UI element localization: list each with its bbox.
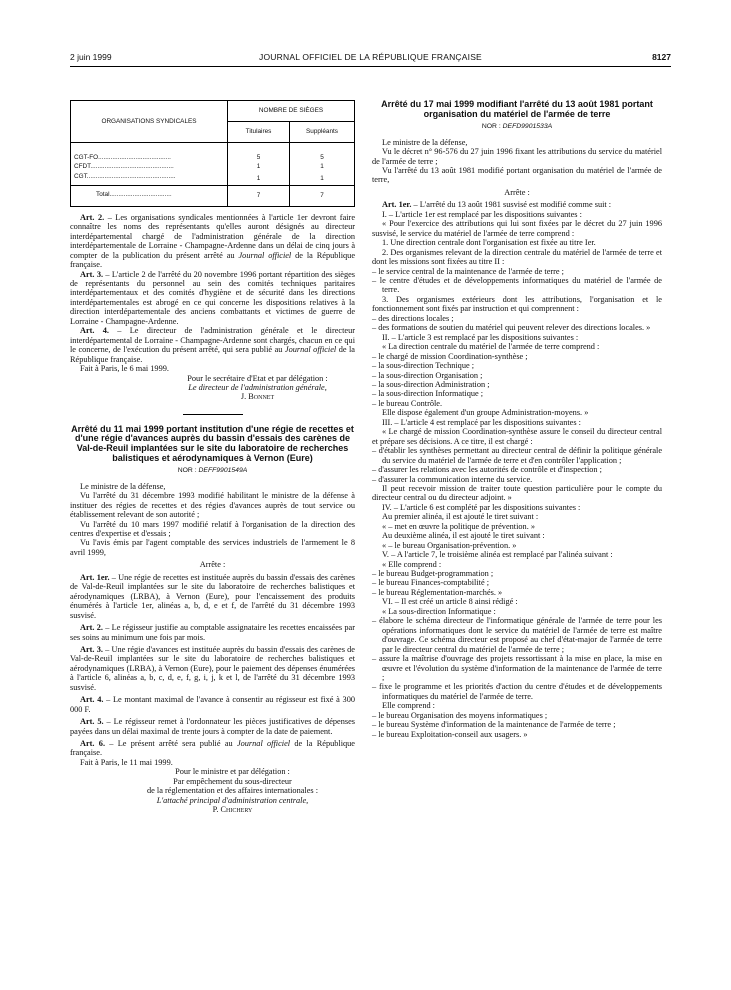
- header-journal-title: JOURNAL OFFICIEL DE LA RÉPUBLIQUE FRANÇAISE: [259, 52, 482, 62]
- row-org-name: CFDT: [74, 163, 91, 171]
- list-item: – des formations de soutien du matériel qui peuvent relever des directions locales. »: [372, 323, 651, 333]
- total-suppleants: 7: [290, 186, 355, 206]
- signature-line: de la réglementation et des affaires internationales :: [146, 786, 318, 796]
- row-suppleants: 5: [290, 143, 355, 163]
- signature-date: Fait à Paris, le 11 mai 1999.: [80, 757, 173, 767]
- header-date: 2 juin 1999: [70, 52, 112, 62]
- table-row: CFDT............................................... 1 1: [71, 162, 355, 171]
- signature-date: Fait à Paris, le 6 mai 1999.: [80, 364, 169, 374]
- article-1: Art. 1er. – L'arrêté du 13 août 1981 susvisé est modifié comme suit :: [382, 200, 612, 210]
- list-item: – assure la maîtrise d'ouvrage des projets ressortissant à la mise en place, la mise en œuvre et l'évolution du système d'information de la maintenance de l'armée de terre ;: [372, 654, 662, 683]
- article-5: Art. 5. – Le régisseur remet à l'ordonnateur les pièces justificatives de dépenses payées dans un délai maximal de trente jours à compter de la date de paiement.: [70, 717, 355, 736]
- article-1: Art. 1er. – Une régie de recettes est instituée auprès du bassin d'essais des carènes de Val-de-Reuil implantées sur le site du laboratoire de recherches balistiques et aérodynamiques (LRBA), à Vernon (Eure), pour l'encaissement des produits énumérés à l'article 1er, alinéas a, b, d, e et f, de l'arrêté du 31 décembre 1993 susvisé.: [70, 572, 355, 620]
- table-header-titulaires: Titulaires: [228, 122, 290, 143]
- table-total-row: Total................................... 7 7: [71, 186, 355, 206]
- paragraph: « La sous-direction Informatique :: [382, 606, 496, 616]
- list-item: – le bureau Organisation des moyens informatiques ;: [372, 710, 548, 720]
- signature-delegation: Pour le secrétaire d'Etat et par délégation :: [187, 373, 328, 383]
- table-header-seats: NOMBRE DE SIÈGES: [228, 101, 355, 122]
- list-item: – le bureau Réglementation-marchés. »: [372, 587, 503, 597]
- signature-delegation: Pour le ministre et par délégation :: [175, 767, 290, 777]
- paragraph: Au premier alinéa, il est ajouté le tiret suivant :: [382, 512, 539, 522]
- paragraph: II. – L'article 3 est remplacé par les dispositions suivantes :: [382, 332, 579, 342]
- list-item: – le bureau Budget-programmation ;: [372, 569, 494, 579]
- paragraph: I. – L'article 1er est remplacé par les dispositions suivantes :: [382, 209, 582, 219]
- row-titulaires: 1: [228, 172, 290, 186]
- decree-title: Arrêté du 17 mai 1999 modifiant l'arrêté du 13 août 1981 portant organisation du matériel de l'armée de terre: [381, 99, 653, 119]
- paragraph: « Pour l'exercice des attributions qui lui sont fixées par le décret du 27 juin 1996 susvisé, le service du matériel de l'armée de terre comprend :: [372, 219, 662, 238]
- paragraph: IV. – L'article 6 est complété par les dispositions suivantes :: [382, 502, 581, 512]
- row-titulaires: 5: [228, 143, 290, 163]
- paragraph: Elle dispose également d'un groupe Administration-moyens. »: [382, 408, 589, 418]
- section-divider: [183, 414, 243, 415]
- article-2: Art. 2. – Les organisations syndicales mentionnées à l'article 1er devront faire connaître les noms des représentants qu'elles auront désignés au directeur interdépartemental chargé de l'administration générale de la direction interdépartementale de Lorraine - Champagne-Ardenne dans un délai de cinq jours à compter de la publication du présent arrêté au Journal officiel de la République française.: [70, 212, 355, 270]
- list-item: – la sous-direction Informatique ;: [372, 389, 484, 399]
- paragraph: Au deuxième alinéa, il est ajouté le tiret suivant :: [382, 531, 545, 541]
- left-column: [70, 100, 355, 815]
- paragraph: 1. Une direction centrale dont l'organisation est fixée au titre Ier.: [382, 238, 596, 248]
- list-item: – le bureau Exploitation-conseil aux usagers. »: [372, 729, 528, 739]
- total-titulaires: 7: [228, 186, 290, 206]
- minister-line: Le ministre de la défense,: [80, 481, 166, 491]
- signature-name: J. Bonnet: [240, 392, 275, 402]
- table-row: CGT.................................................. 1 1: [71, 172, 355, 186]
- table-header-organisations: ORGANISATIONS SYNDICALES: [71, 101, 228, 143]
- row-org-name: CGT-FO: [74, 154, 99, 161]
- list-item: – la sous-direction Technique ;: [372, 361, 475, 371]
- article-4: Art. 4. – Le montant maximal de l'avance à consentir au régisseur est fixé à 300 000 F.: [70, 695, 355, 714]
- row-suppleants: 1: [290, 162, 355, 171]
- seats-table: [70, 100, 355, 207]
- list-item: – le chargé de mission Coordination-synthèse ;: [372, 351, 528, 361]
- list-item: – le bureau Finances-comptabilité ;: [372, 578, 490, 588]
- row-org-name: CGT: [74, 172, 87, 180]
- header-rule: [70, 66, 671, 67]
- paragraph: Il peut recevoir mission de traiter toute question particulière pour le compte du directeur central ou du directeur adjoint. »: [372, 483, 662, 503]
- paragraph: VI. – Il est créé un article 8 ainsi rédigé :: [382, 597, 518, 607]
- paragraph: « – met en œuvre la politique de prévention. »: [382, 521, 535, 531]
- list-item: – le service central de la maintenance de l'armée de terre ;: [372, 266, 564, 276]
- paragraph: « Le chargé de mission Coordination-synthèse assure le conseil du directeur central et prépare ses décisions. A ce titre, il est chargé :: [372, 427, 662, 446]
- visa: Vu l'avis émis par l'agent comptable des services industriels de l'armement le 8 avril 1999,: [70, 538, 355, 557]
- arrete-heading: Arrête :: [199, 560, 226, 570]
- paragraph: V. – A l'article 7, le troisième alinéa est remplacé par l'alinéa suivant :: [382, 550, 613, 560]
- article-2: Art. 2. – Le régisseur justifie au comptable assignataire les recettes encaissées par ses soins au minimum une fois par mois.: [70, 623, 355, 642]
- article-6: Art. 6. – Le présent arrêté sera publié au Journal officiel de la République française.: [70, 739, 355, 758]
- row-titulaires: 1: [228, 162, 290, 171]
- list-item: – d'assurer la communication interne du service.: [372, 474, 533, 484]
- visa: Vu l'arrêté du 31 décembre 1993 modifié habilitant le ministre de la défense à instituer des régies de recettes et des régies d'avances auprès de tout service ou établissement relevant de son autorité ;: [70, 491, 355, 520]
- article-3: Art. 3. – Une régie d'avances est instituée auprès du bassin d'essais des carènes de Val-de-Reuil implantées sur le site du laboratoire de recherches balistiques et aérodynamiques (LRBA), à Vernon (Eure), pour le paiement des dépenses énumérées à l'article 6, alinéas a, b, c, d, e, f, g, i, j, k et l, de l'arrêté du 31 décembre 1993 susvisé.: [70, 644, 355, 692]
- article-4: Art. 4. – Le directeur de l'administration générale et le directeur interdépartemental de Lorraine - Champagne-Ardenne sont chargés, chacun en ce qui le concerne, de l'exécution du présent arrêté, qui sera publié au Journal officiel de la République française.: [70, 326, 355, 364]
- signature-name: P. Chichery: [212, 805, 253, 815]
- paragraph: « La direction centrale du matériel de l'armée de terre comprend :: [382, 342, 600, 352]
- paragraph: Elle comprend :: [382, 701, 435, 711]
- header-page-number: 8127: [652, 52, 671, 62]
- paragraph: « Elle comprend :: [382, 559, 442, 569]
- table-header-suppleants: Suppléants: [290, 122, 355, 143]
- list-item: – des directions locales ;: [372, 313, 454, 323]
- article-3: Art. 3. – L'article 2 de l'arrêté du 20 novembre 1996 portant répartition des sièges de représentants du personnel au sein des comités techniques paritaires interdépartementaux et des comités d'hygiène et de sécurité dans les directions interdépartementales est abrogé en ce qui concerne les dispositions relatives à la direction interdépartementale des anciens combattants et victimes de guerre de Lorraine - Champagne-Ardenne.: [70, 269, 355, 326]
- list-item: – la sous-direction Administration ;: [372, 379, 490, 389]
- running-header: [70, 52, 671, 66]
- paragraph: 3. Des organismes extérieurs dont les attributions, l'organisation et le fonctionnement sont fixés par instruction et qui comprennent :: [372, 294, 662, 314]
- list-item: – la sous-direction Organisation ;: [372, 370, 483, 380]
- signature-role: L'attaché principal d'administration centrale,: [156, 795, 309, 805]
- list-item: – élabore le schéma directeur de l'informatique générale de l'armée de terre pour les opérations informatiques dont le service du matériel de l'armée de terre est maître d'ouvrage. Ce schéma directeur est proposé au chef d'état-major de l'armée de terre par le directeur central du matériel de l'armée de terre ;: [372, 616, 662, 654]
- list-item: – le centre d'études et de développements informatiques du matériel de l'armée de terre.: [372, 275, 662, 295]
- list-item: – le bureau Contrôle.: [372, 398, 443, 408]
- list-item: – le bureau Système d'information de la maintenance de l'armée de terre ;: [372, 720, 616, 730]
- table-row: CGT-FO......................................... 5 5: [71, 143, 355, 163]
- visa: Vu l'arrêté du 13 août 1981 modifié portant organisation du matériel de l'armée de terre,: [372, 166, 662, 185]
- list-item: – d'assurer les relations avec les autorités de contrôle et d'inspection ;: [372, 465, 602, 475]
- visa: Vu l'arrêté du 10 mars 1997 modifié relatif à l'organisation de la direction des centres d'expertise et d'essais ;: [70, 519, 355, 538]
- paragraph: III. – L'article 4 est remplacé par les dispositions suivantes :: [382, 417, 581, 427]
- decree-title: Arrêté du 11 mai 1999 portant institution d'une régie de recettes et d'une régie d'avances auprès du bassin d'essais des carènes de Val-de-Reuil implantées sur le site du laboratoire de recherches balistiques et aérodynamiques à Vernon (Eure): [71, 423, 354, 463]
- minister-line: Le ministre de la défense,: [382, 137, 468, 147]
- right-column: [372, 100, 662, 739]
- list-item: – fixe le programme et les priorités d'action du centre d'études et de développements informatiques du matériel de l'armée de terre.: [372, 682, 662, 701]
- signature-line: Par empêchement du sous-directeur: [173, 776, 292, 786]
- arrete-heading: Arrête :: [504, 187, 530, 197]
- visa: Vu le décret n° 96-576 du 27 juin 1996 fixant les attributions du service du matériel de l'armée de terre ;: [372, 147, 662, 166]
- row-suppleants: 1: [290, 172, 355, 186]
- signature-role: Le directeur de l'administration générale,: [188, 382, 327, 392]
- paragraph: 2. Des organismes relevant de la direction centrale du matériel de l'armée de terre et dont les missions sont fixées au titre II :: [372, 247, 662, 267]
- paragraph: « – le bureau Organisation-prévention. »: [382, 540, 517, 550]
- total-label: Total: [96, 191, 110, 199]
- nor-reference: NOR : DEFF9901549A: [177, 467, 248, 475]
- nor-reference: NOR : DEFD9901533A: [481, 123, 553, 131]
- list-item: – d'établir les synthèses permettant au directeur central de définir la politique générale du service du matériel de l'armée de terre et d'en contrôler l'application ;: [372, 446, 662, 465]
